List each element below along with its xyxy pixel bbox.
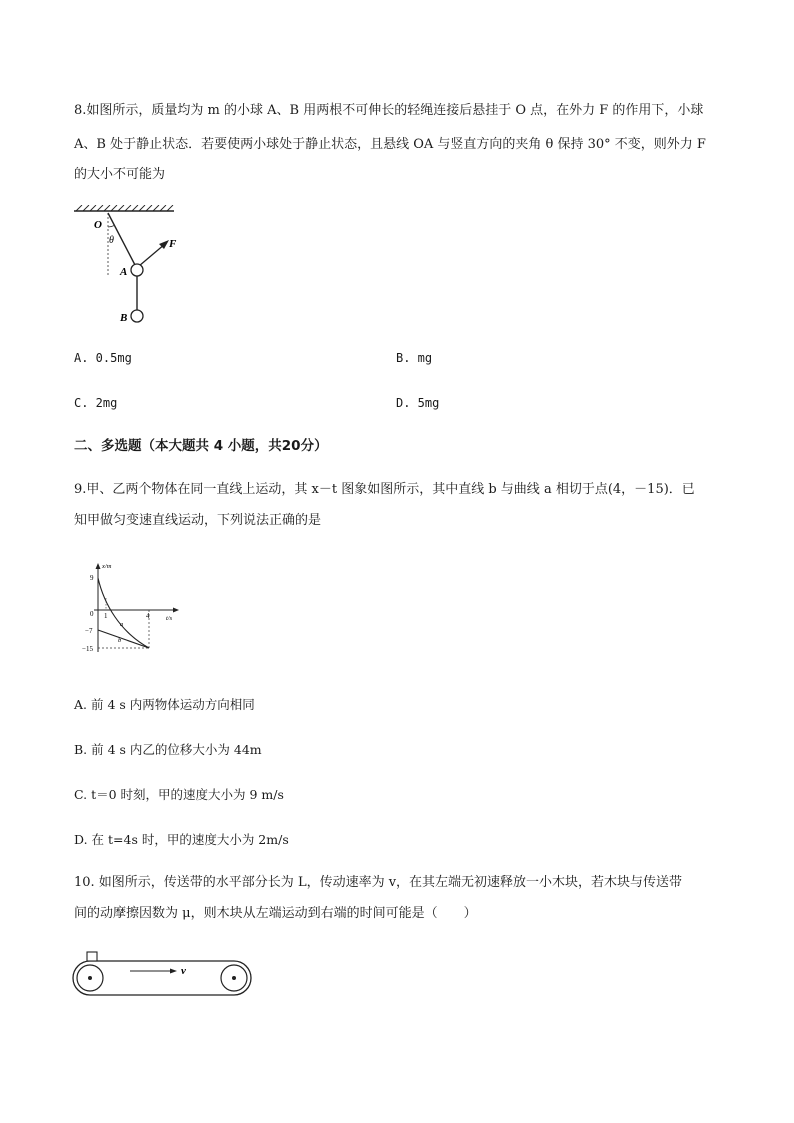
q8-text-line3: 的大小不可能为 [74, 167, 166, 182]
q8-figure [70, 205, 190, 325]
y-axis-arrow [96, 563, 101, 569]
q8-text-line1: 8.如图所示，质量均为 m 的小球 A、B 用两根不可伸长的轻绳连接后悬挂于 O 点，在外力 F 的作用下，小球 [74, 103, 704, 118]
label-line-b: b [118, 637, 122, 644]
wood-block [87, 952, 97, 961]
tick-0: 0 [90, 610, 94, 618]
tick-4: 4 [146, 612, 150, 620]
tick-9: 9 [90, 574, 94, 582]
x-axis-label: t/s [166, 615, 173, 622]
y-axis-label: x/m [102, 563, 112, 570]
velocity-arrowhead [170, 969, 177, 974]
q10-text-line2: 间的动摩擦因数为 μ，则木块从左端运动到右端的时间可能是（ ） [74, 906, 477, 921]
label-f: F [169, 238, 177, 250]
q8-option-a[interactable]: A. 0.5mg [74, 351, 132, 365]
q10-text-line1: 10. 如图所示，传送带的水平部分长为 L，传动速率为 v，在其左端无初速释放一小木块，若木块与传送带 [74, 875, 683, 890]
ceiling-hatch [76, 205, 173, 211]
belt-left-end [73, 961, 90, 995]
q9-text-line1: 9.甲、乙两个物体在同一直线上运动，其 x－t 图象如图所示，其中直线 b 与曲线 a 相切于点(4，－15)．已 [74, 482, 695, 497]
ball-b [131, 310, 143, 322]
q8-option-c[interactable]: C. 2mg [74, 396, 118, 410]
q9-text-line2: 知甲做匀变速直线运动，下列说法正确的是 [74, 513, 322, 528]
tick-m15: −15 [82, 645, 93, 653]
q9-option-c[interactable]: C. t＝0 时刻，甲的速度大小为 9 m/s [74, 787, 284, 802]
x-axis-arrow [173, 608, 179, 613]
label-a: A [120, 266, 128, 278]
force-f-arrow [139, 244, 165, 266]
q9-xt-graph [80, 560, 190, 660]
ball-a [131, 264, 143, 276]
q8-option-b[interactable]: B. mg [396, 351, 433, 365]
q8-option-d[interactable]: D. 5mg [396, 396, 440, 410]
theta-arc [108, 225, 115, 227]
label-b: B [120, 312, 128, 324]
left-pulley-axle [88, 976, 92, 980]
label-v: v [181, 965, 186, 977]
q9-option-a[interactable]: A. 前 4 s 内两物体运动方向相同 [74, 697, 255, 712]
label-theta: θ [109, 235, 114, 246]
tick-1: 1 [104, 612, 108, 620]
right-pulley-axle [232, 976, 236, 980]
section-heading: 二、多选题（本大题共 4 小题，共20分） [74, 438, 328, 454]
label-o: O [94, 219, 102, 231]
q9-option-b[interactable]: B. 前 4 s 内乙的位移大小为 44m [74, 742, 262, 757]
q9-option-d[interactable]: D. 在 t=4s 时，甲的速度大小为 2m/s [74, 832, 289, 847]
line-b [98, 630, 149, 648]
belt-right-end [234, 961, 251, 995]
q8-text-line2: A、B 处于静止状态．若要使两小球处于静止状态，且悬线 OA 与竖直方向的夹角 θ 保持 30° 不变，则外力 F [74, 137, 706, 152]
tick-m7: −7 [85, 627, 93, 635]
q10-conveyor-figure [70, 950, 260, 1000]
label-curve-a: a [120, 621, 124, 628]
